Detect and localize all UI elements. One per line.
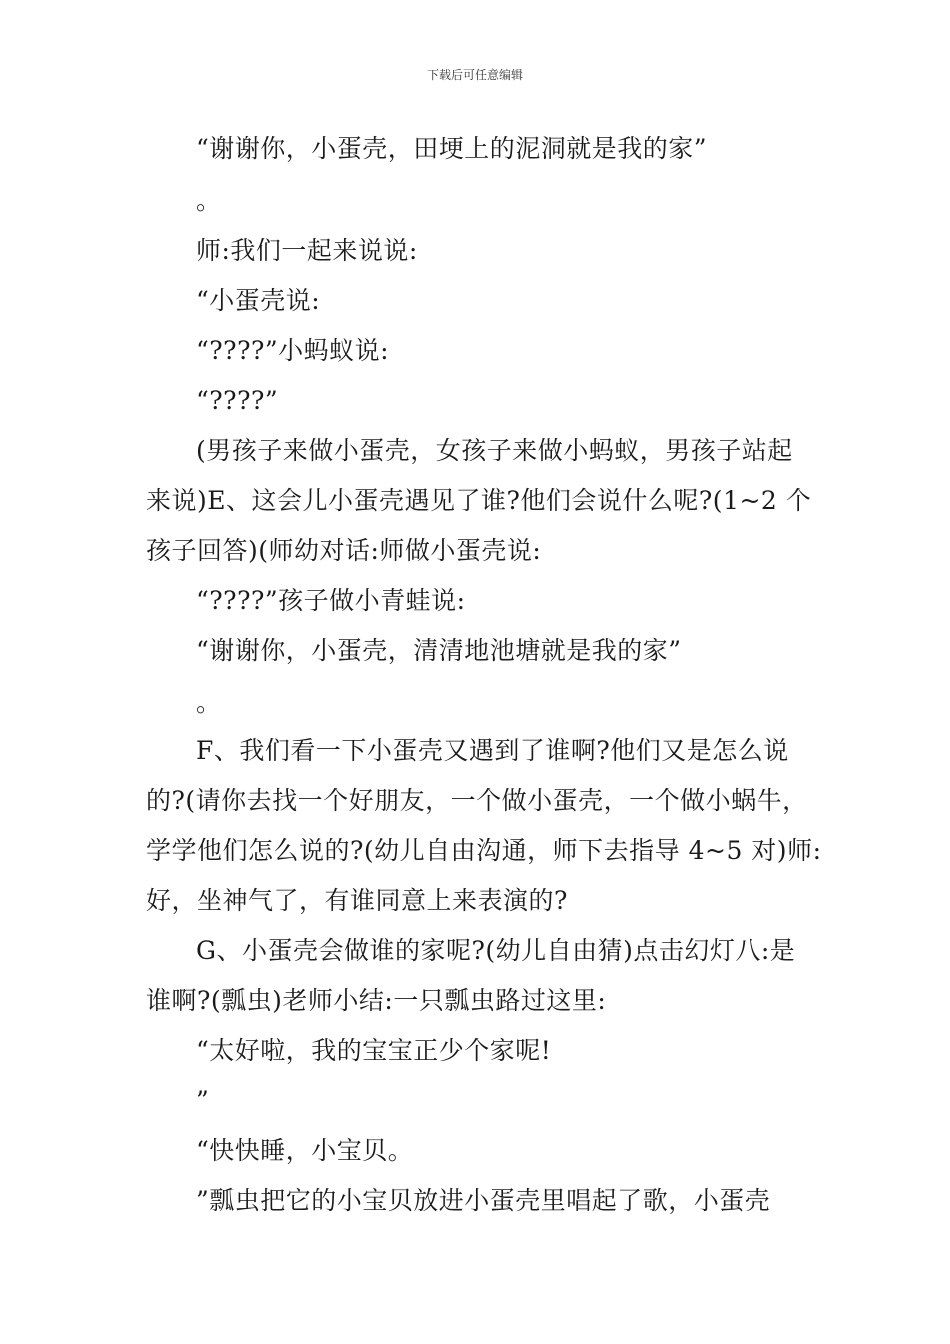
text-line: “谢谢你，小蛋壳，清清地池塘就是我的家” (196, 636, 682, 665)
text-line: “太好啦，我的宝宝正少个家呢! (196, 1036, 552, 1065)
text-line: ” (196, 1086, 210, 1115)
text-line: “快快睡，小宝贝。 (196, 1136, 414, 1165)
text-line: “谢谢你，小蛋壳，田埂上的泥洞就是我的家” (196, 134, 708, 163)
text-line: 谁啊?(瓢虫)老师小结:一只瓢虫路过这里: (146, 986, 607, 1015)
text-line: “小蛋壳说: (196, 286, 321, 315)
text-line: “????”小蚂蚁说: (196, 336, 390, 365)
text-line: (男孩子来做小蛋壳，女孩子来做小蚂蚁，男孩子站起 (196, 436, 793, 465)
text-line: 的?(请你去找一个好朋友，一个做小蛋壳，一个做小蜗牛， (146, 786, 808, 815)
text-line: 孩子回答)(师幼对话:师做小蛋壳说: (146, 536, 542, 565)
header-note: 下载后可任意编辑 (426, 68, 523, 82)
text-line: 来说)E、这会儿小蛋壳遇见了谁?他们会说什么呢?(1~2 个 (146, 486, 812, 515)
text-line: G、小蛋壳会做谁的家呢?(幼儿自由猜)点击幻灯八:是 (196, 936, 796, 965)
text-line: 师:我们一起来说说: (196, 236, 418, 265)
text-line: 学学他们怎么说的?(幼儿自由沟通，师下去指导 4~5 对)师: (146, 836, 822, 865)
text-line: “????”孩子做小青蛙说: (196, 586, 466, 615)
text-line: 。 (196, 688, 222, 717)
text-line: F、我们看一下小蛋壳又遇到了谁啊?他们又是怎么说 (196, 736, 789, 765)
text-line: ”瓢虫把它的小宝贝放进小蛋壳里唱起了歌，小蛋壳 (196, 1186, 771, 1215)
text-line: “????” (196, 386, 279, 415)
text-line: 。 (196, 186, 222, 215)
text-line: 好，坐神气了，有谁同意上来表演的? (146, 886, 568, 915)
